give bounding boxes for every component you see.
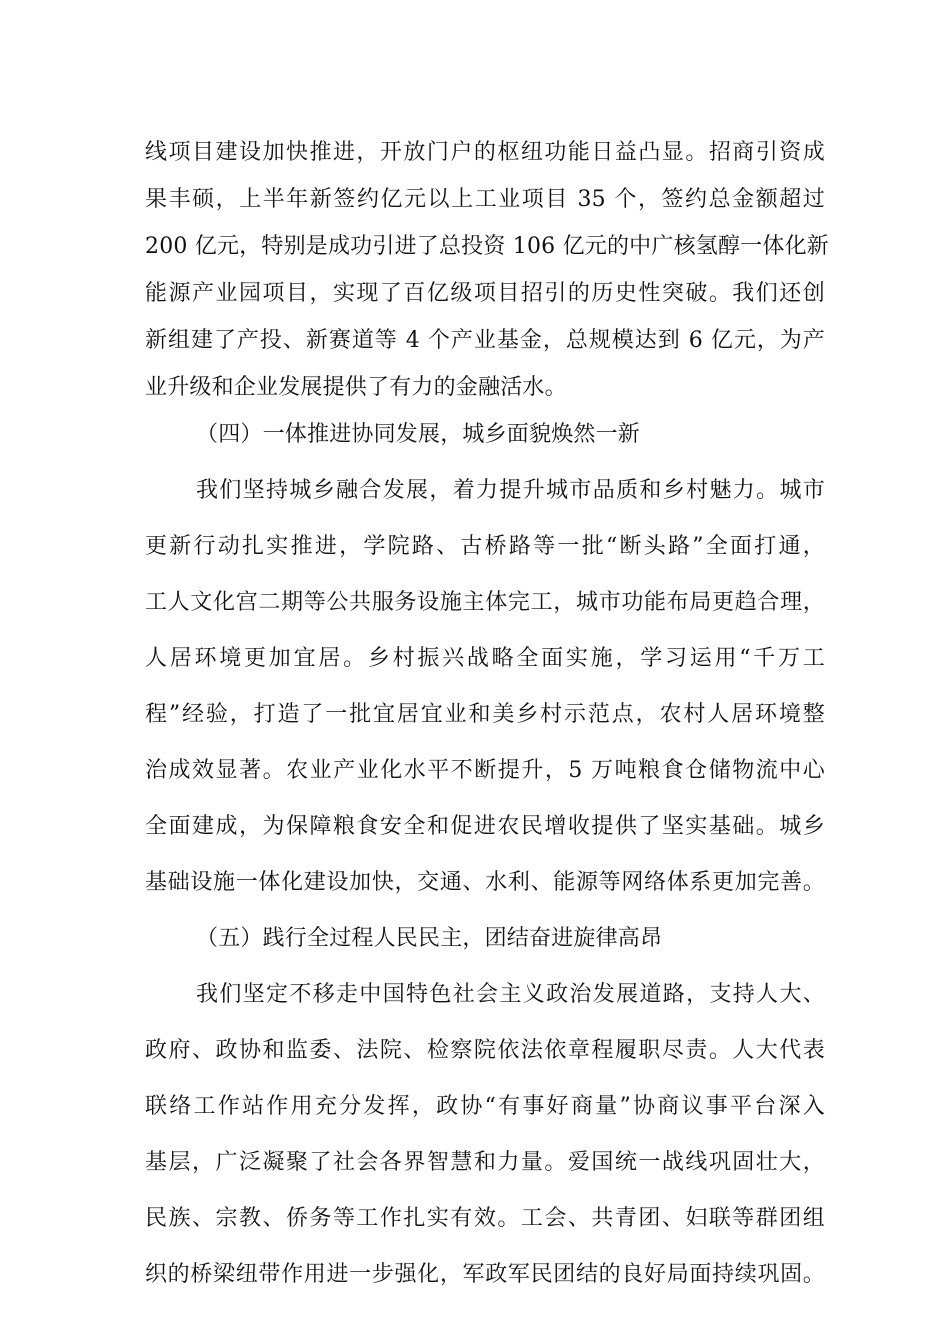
paragraph-line: 工人文化宫二期等公共服务设施主体完工，城市功能布局更趋合理， [145, 590, 825, 615]
paragraph-line: 果丰硕，上半年新签约亿元以上工业项目 35 个，签约总金额超过 [145, 187, 825, 212]
paragraph-line: 民族、宗教、侨务等工作扎实有效。工会、共青团、妇联等群团组 [145, 1206, 825, 1231]
section-heading: （五）践行全过程人民民主，团结奋进旋律高昂 [196, 926, 663, 951]
paragraph-line: 程”经验，打造了一批宜居宜业和美乡村示范点，农村人居环境整 [145, 702, 825, 727]
paragraph-line: 基础设施一体化建设加快，交通、水利、能源等网络体系更加完善。 [145, 870, 825, 895]
paragraph-line: 业升级和企业发展提供了有力的金融活水。 [145, 375, 567, 400]
paragraph-line: 基层，广泛凝聚了社会各界智慧和力量。爱国统一战线巩固壮大， [145, 1150, 825, 1175]
paragraph-line: 新组建了产投、新赛道等 4 个产业基金，总规模达到 6 亿元，为产 [145, 328, 825, 353]
paragraph-line: 织的桥梁纽带作用进一步强化，军政军民团结的良好局面持续巩固。 [145, 1262, 825, 1287]
paragraph-line: 全面建成，为保障粮食安全和促进农民增收提供了坚实基础。城乡 [145, 814, 825, 839]
paragraph-line: 人居环境更加宜居。乡村振兴战略全面实施，学习运用“千万工 [145, 646, 825, 671]
paragraph-line: 我们坚持城乡融合发展，着力提升城市品质和乡村魅力。城市 [196, 478, 825, 503]
paragraph-line: 联络工作站作用充分发挥，政协“有事好商量”协商议事平台深入 [145, 1094, 825, 1119]
paragraph-line: 治成效显著。农业产业化水平不断提升，5 万吨粮食仓储物流中心 [145, 758, 825, 783]
paragraph-line: 能源产业园项目，实现了百亿级项目招引的历史性突破。我们还创 [145, 281, 825, 306]
section-heading: （四）一体推进协同发展，城乡面貌焕然一新 [196, 422, 641, 447]
paragraph-line: 200 亿元，特别是成功引进了总投资 106 亿元的中广核氢醇一体化新 [145, 234, 829, 259]
paragraph-line: 我们坚定不移走中国特色社会主义政治发展道路，支持人大、 [196, 982, 825, 1007]
paragraph-line: 更新行动扎实推进，学院路、古桥路等一批“断头路”全面打通， [145, 534, 825, 559]
paragraph-line: 政府、政协和监委、法院、检察院依法依章程履职尽责。人大代表 [145, 1038, 825, 1063]
paragraph-line: 线项目建设加快推进，开放门户的枢纽功能日益凸显。招商引资成 [145, 140, 825, 165]
